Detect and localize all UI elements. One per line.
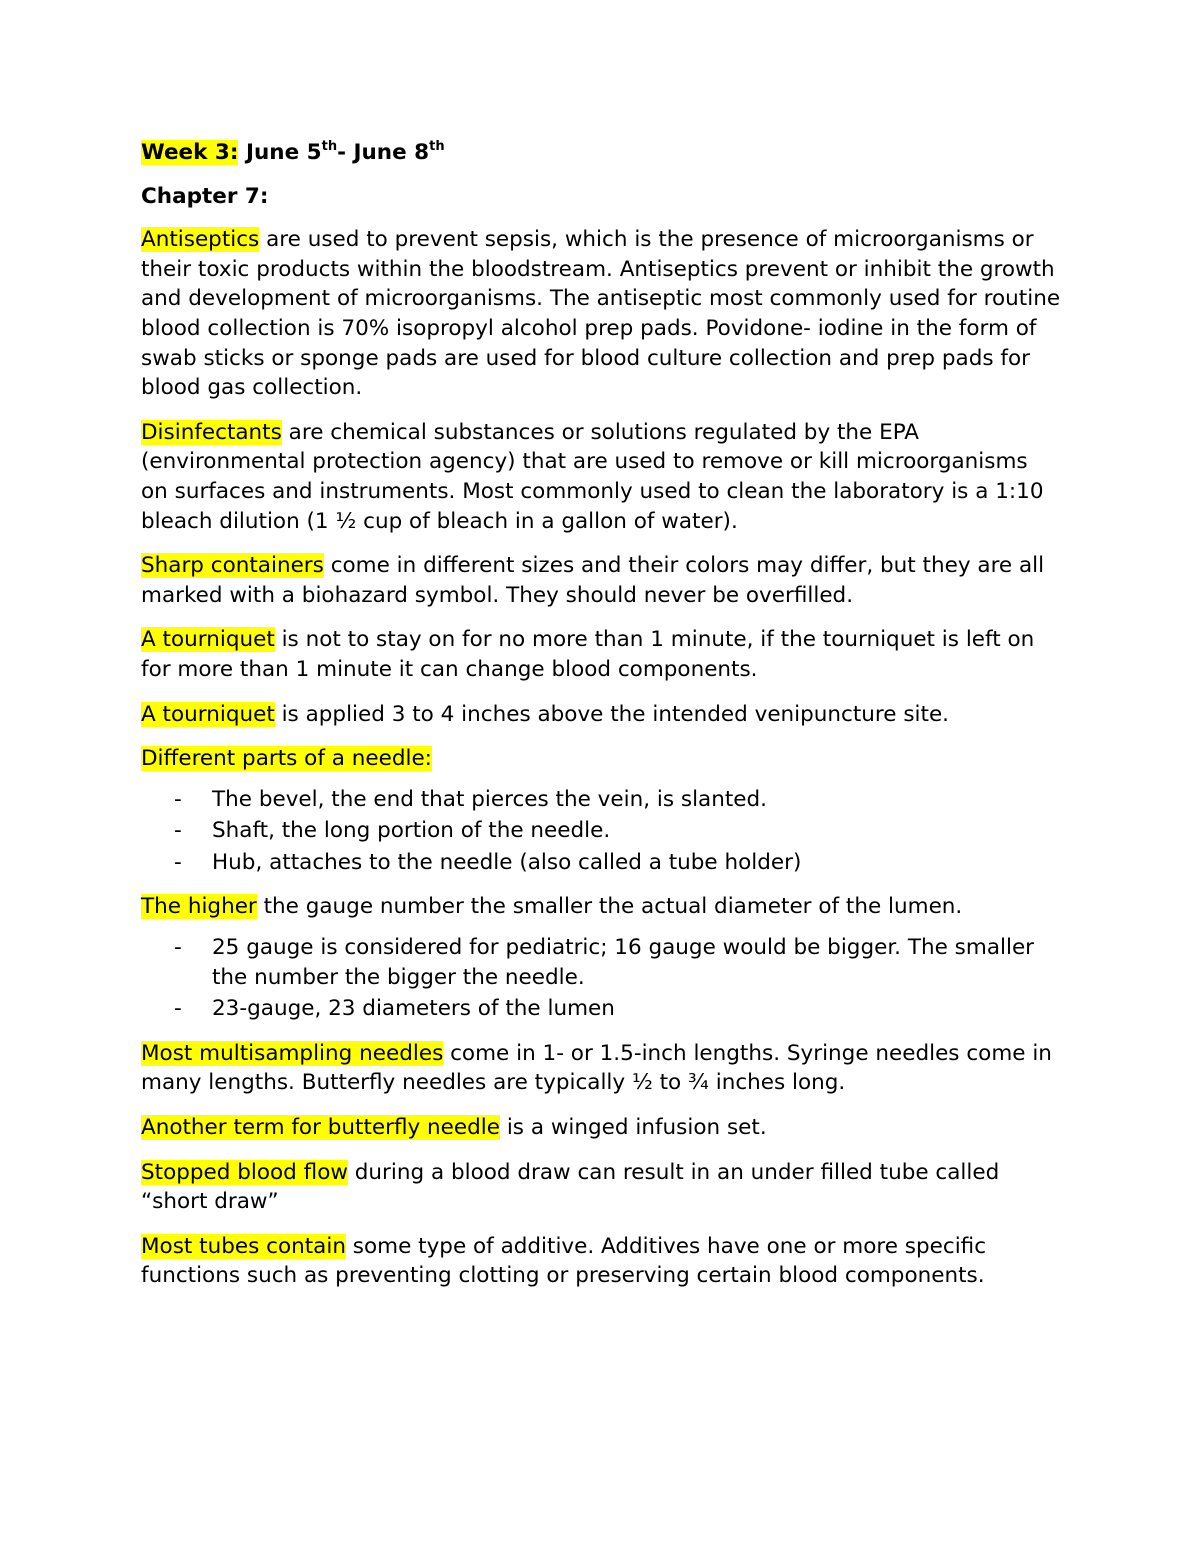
term-highlight: Different parts of a needle:	[141, 746, 432, 772]
list-item	[141, 785, 1061, 815]
paragraph-tourniquet-placement	[141, 700, 1061, 730]
paragraph-tourniquet-duration	[141, 625, 1061, 684]
term-highlight: Stopped blood flow	[141, 1159, 348, 1185]
list-item-text: Shaft, the long portion of the needle.	[212, 818, 611, 844]
date-start: June 5	[245, 140, 322, 165]
paragraph-text: come in different sizes and their colors may differ, but they are all marked with a biohazard symbol. They should never be overfilled.	[141, 553, 1045, 608]
term-highlight: Another term for butterfly needle	[141, 1115, 500, 1141]
date-separator: - June 8	[337, 140, 430, 165]
paragraph-stopped-flow	[141, 1158, 1061, 1217]
paragraph-text: are used to prevent sepsis, which is the presence of microorganisms or their toxic products within the bloodstream. Antiseptics prevent or inhibit the growth and development of microorganisms. The antiseptic most commonly used for routine blood collection is 70% isopropyl alcohol prep pads. Povidone- iodine in the form of swab sticks or sponge pads are used for blood culture collection and prep pads for blood gas collection.	[141, 227, 1061, 401]
paragraph-text: during a blood draw can result in an under filled tube called “short draw”	[141, 1159, 1000, 1215]
date-start-suffix: th	[321, 138, 338, 154]
term-highlight: The higher	[141, 894, 257, 920]
paragraph-butterfly	[141, 1113, 1061, 1143]
list-dash: -	[174, 996, 182, 1022]
paragraph-sharp-containers	[141, 551, 1061, 610]
list-item-text: The bevel, the end that pierces the vein, is slanted.	[212, 786, 768, 812]
week-heading	[141, 138, 1061, 168]
paragraph-text: is applied 3 to 4 inches above the intended venipuncture site.	[274, 701, 950, 727]
term-highlight: A tourniquet	[141, 701, 275, 727]
list-item	[141, 848, 1061, 878]
paragraph-needle-parts-heading	[141, 744, 1061, 774]
gauge-list	[141, 933, 1061, 1024]
week-label: Week 3:	[141, 140, 239, 165]
paragraph-disinfectants	[141, 418, 1061, 536]
term-highlight: Most tubes contain	[141, 1233, 346, 1259]
list-item	[141, 933, 1061, 992]
paragraph-antiseptics	[141, 225, 1061, 403]
list-dash: -	[174, 849, 182, 875]
list-item	[141, 816, 1061, 846]
paragraph-text: are chemical substances or solutions regulated by the EPA (environmental protection agency) that are used to remove or kill microorganisms on surfaces and instruments. Most commonly used to clean the laboratory is a 1:10 bleach dilution (1 ½ cup of bleach in a gallon of water).	[141, 419, 1044, 534]
term-highlight: Sharp containers	[141, 553, 324, 579]
needle-parts-list	[141, 785, 1061, 878]
term-highlight: A tourniquet	[141, 627, 275, 653]
chapter-heading: Chapter 7:	[141, 183, 269, 209]
list-dash: -	[174, 786, 182, 812]
list-dash: -	[174, 818, 182, 844]
paragraph-text: come in 1- or 1.5-inch lengths. Syringe needles come in many lengths. Butterfly needles are typically ½ to ¾ inches long.	[141, 1040, 1052, 1096]
paragraph-text: the gauge number the smaller the actual diameter of the lumen.	[256, 894, 963, 920]
date-end-suffix: th	[429, 138, 445, 154]
term-highlight: Antiseptics	[141, 227, 260, 253]
paragraph-tubes	[141, 1232, 1061, 1291]
term-highlight: Most multisampling needles	[141, 1040, 444, 1066]
paragraph-gauge	[141, 892, 1061, 922]
paragraph-text: is not to stay on for no more than 1 minute, if the tourniquet is left on for more than 1 minute it can change blood components.	[141, 627, 1035, 682]
document-page	[141, 138, 1061, 1306]
term-highlight: Disinfectants	[141, 419, 282, 445]
paragraph-text: some type of additive. Additives have one or more specific functions such as preventing clotting or preserving certain blood components.	[141, 1233, 987, 1289]
list-item	[141, 994, 1061, 1024]
list-dash: -	[174, 935, 182, 961]
list-item-text: Hub, attaches to the needle (also called a tube holder)	[212, 849, 802, 875]
list-item-text: 25 gauge is considered for pediatric; 16 gauge would be bigger. The smaller the number the bigger the needle.	[212, 935, 1035, 990]
paragraph-text: is a winged infusion set.	[499, 1115, 767, 1141]
paragraph-multisampling	[141, 1039, 1061, 1098]
list-item-text: 23-gauge, 23 diameters of the lumen	[212, 996, 615, 1022]
